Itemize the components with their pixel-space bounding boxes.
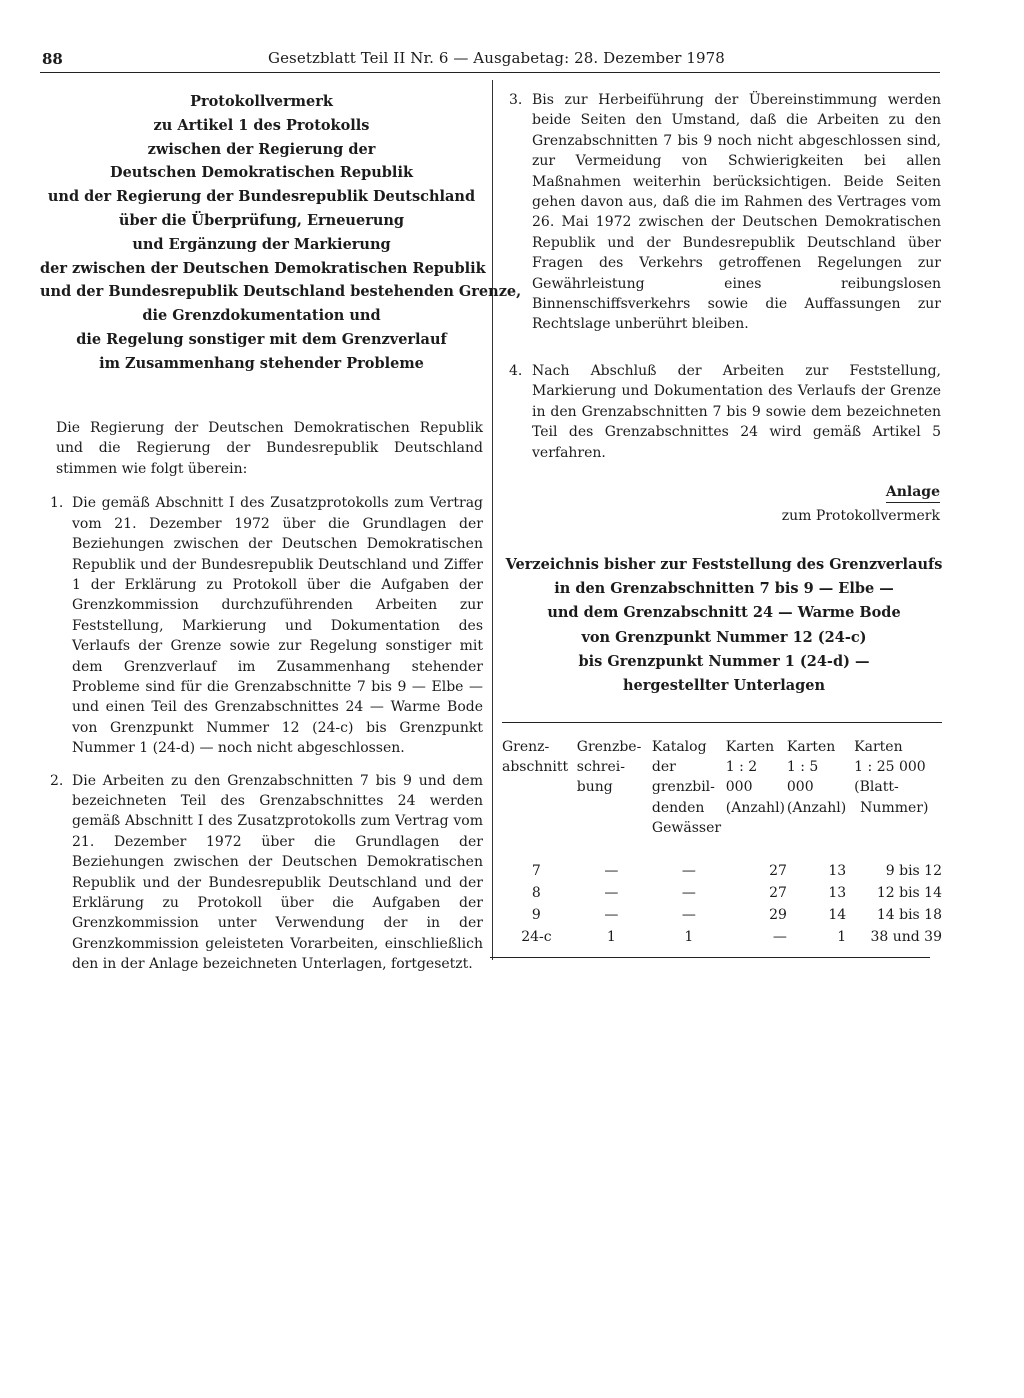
running-header: Gesetzblatt Teil II Nr. 6 — Ausgabetag: 28. Dezember 1978 bbox=[268, 49, 725, 67]
unterlagen-table bbox=[502, 723, 942, 948]
column-divider bbox=[492, 80, 493, 960]
numbered-list-left bbox=[40, 493, 483, 974]
heading-line: und dem Grenzabschnitt 24 — Warme Bode bbox=[547, 604, 901, 622]
column-header: Karten 1 : 5 000 (Anzahl) bbox=[786, 739, 847, 816]
intro-paragraph: Die Regierung der Deutschen Demokratischen Republik und die Regierung der Bundesrepublik Deutschland stimmen wie folgt überein: bbox=[56, 419, 483, 477]
item-number: 3. bbox=[509, 92, 523, 108]
heading-line: der zwischen der Deutschen Demokratischen Republik bbox=[40, 259, 486, 277]
table-row bbox=[502, 926, 942, 948]
table-cell: 12 bis 14 bbox=[876, 885, 942, 902]
table-cell: — bbox=[681, 885, 696, 902]
heading-line: über die Überprüfung, Erneuerung bbox=[118, 211, 405, 229]
heading-line: die Grenzdokumentation und bbox=[142, 307, 381, 325]
heading-line: im Zusammenhang stehender Probleme bbox=[99, 354, 424, 372]
heading-line: und der Bundesrepublik Deutschland bestehenden Grenze, bbox=[40, 283, 522, 301]
heading-line: und der Regierung der Bundesrepublik Deutschland bbox=[47, 188, 476, 206]
anlage-subtitle: zum Protokollvermerk bbox=[781, 508, 940, 524]
heading-line: und Ergänzung der Markierung bbox=[132, 235, 391, 253]
list-item bbox=[509, 90, 941, 335]
column-header: Katalog der grenzbil- denden Gewässer bbox=[651, 739, 722, 836]
list-item bbox=[509, 361, 941, 463]
heading-line: Verzeichnis bisher zur Feststellung des Grenzverlaufs bbox=[505, 556, 943, 573]
heading-line: Deutschen Demokratischen Republik bbox=[110, 164, 413, 182]
left-column bbox=[40, 90, 522, 987]
page-number: 88 bbox=[42, 50, 63, 68]
table-cell: 27 bbox=[769, 863, 787, 880]
table-cell: 9 bbox=[531, 907, 541, 924]
table-cell: — bbox=[681, 907, 696, 924]
heading-line: bis Grenzpunkt Nummer 1 (24-d) — bbox=[578, 652, 870, 670]
table-cell: 1 bbox=[606, 929, 616, 946]
table-cell: 14 bbox=[828, 907, 847, 924]
header-rule bbox=[40, 72, 940, 73]
unterlagen-table-wrap bbox=[502, 722, 942, 948]
item-text: Die Arbeiten zu den Grenzabschnitten 7 bis 9 und dem bezeichneten Teil des Grenzabschnittes 24 werden gemäß Abschnitt I des Zusatzprotokolls zum Vertrag vom 21. Dezember 1972 über die Grundlagen der Beziehungen zwischen der Deutschen Demokratischen Republik und der Bundesrepublik Deutschland und der Erklärung zu Protokoll über die Aufgaben der Grenzkommission unter Verwendung der in der Grenzkommission geleisteten Vorarbeiten, einschließlich den in der Anlage bezeichneten Unterlagen, fortgesetzt. bbox=[72, 772, 483, 973]
item-text: Die gemäß Abschnitt I des Zusatzprotokolls zum Vertrag vom 21. Dezember 1972 über die Grundlagen der Beziehungen zwischen der Deutschen Demokratischen Republik und der Bundesrepublik Deutschland und Ziffer 1 der Erklärung zu Protokoll über die Aufgaben der Grenzkommission durchzuführenden Arbeiten zur Feststellung, Markierung und Dokumentation des Verlaufs der Grenze sowie zur Regelung sonstiger mit dem Grenzverlauf im Zusammenhang stehender Probleme sind für die Grenzabschnitte 7 bis 9 — Elbe — und einen Teil des Grenzabschnittes 24 — Warme Bode von Grenzpunkt Nummer 12 (24-c) bis Grenzpunkt Nummer 1 (24-d) — noch nicht abgeschlossen. bbox=[72, 495, 483, 757]
table-cell: — bbox=[681, 863, 696, 880]
table-row bbox=[502, 882, 942, 904]
table-cell: 7 bbox=[531, 863, 541, 880]
table-cell: 24-c bbox=[521, 929, 552, 946]
heading-line: zwischen der Regierung der bbox=[147, 140, 376, 158]
table-row bbox=[502, 838, 942, 882]
table-cell: 8 bbox=[531, 885, 541, 902]
right-column bbox=[509, 90, 941, 475]
table-cell: 29 bbox=[769, 907, 787, 924]
column-header: Karten 1 : 2 000 (Anzahl) bbox=[725, 739, 786, 816]
table-cell: — bbox=[604, 885, 619, 902]
table-cell: 13 bbox=[828, 863, 847, 880]
heading-line: hergestellter Unterlagen bbox=[622, 677, 826, 695]
list-item bbox=[40, 771, 483, 975]
heading-line: die Regelung sonstiger mit dem Grenzverlauf bbox=[76, 330, 447, 348]
table-cell: — bbox=[604, 863, 619, 880]
table-cell: — bbox=[772, 929, 787, 946]
item-number: 4. bbox=[509, 362, 523, 379]
table-cell: 1 bbox=[684, 929, 694, 946]
item-number: 1. bbox=[50, 495, 64, 512]
table-cell: 38 und 39 bbox=[870, 929, 942, 946]
protocol-heading bbox=[40, 90, 522, 376]
numbered-list-right bbox=[509, 90, 941, 463]
column-header: Grenz- abschnitt bbox=[502, 739, 569, 776]
table-row bbox=[502, 904, 942, 926]
item-text: Bis zur Herbeiführung der Übereinstimmung werden beide Seiten den Umstand, daß die Arbeiten zu den Grenzabschnitten 7 bis 9 noch nicht abgeschlossen sind, zur Vermeidung von Schwierigkeiten bei allen Maßnahmen weiterhin berücksichtigen. Beide Seiten gehen davon aus, daß die im Rahmen des Vertrages vom 26. Mai 1972 zwischen der Deutschen Demokratischen Republik und der Bundesrepublik Deutschland über Fragen des Verkehrs getroffenen Regelungen zur Gewährleistung eines reibungslosen Binnenschiffsverkehrs sowie die Auffassungen zur Rechtslage unberührt bleiben. bbox=[532, 92, 941, 333]
item-text: Nach Abschluß der Arbeiten zur Feststellung, Markierung und Dokumentation des Verlaufs der Grenze in den Grenzabschnitten 7 bis 9 sowie dem bezeichneten Teil des Grenzabschnittes 24 wird gemäß Artikel 5 verfahren. bbox=[532, 362, 941, 461]
table-cell: 9 bis 12 bbox=[885, 863, 942, 880]
table-cell: 27 bbox=[769, 885, 787, 902]
table-cell: — bbox=[604, 907, 619, 924]
heading-line: von Grenzpunkt Nummer 12 (24-c) bbox=[581, 628, 867, 646]
table-header-row bbox=[502, 723, 942, 838]
heading-line: zu Artikel 1 des Protokolls bbox=[153, 116, 370, 134]
table-cell: 13 bbox=[828, 885, 847, 902]
table-cell: 14 bis 18 bbox=[876, 907, 942, 924]
column-header: Karten 1 : 25 000 (Blatt- Nummer) bbox=[854, 739, 929, 816]
table-cell: 1 bbox=[837, 929, 847, 946]
heading-line: Protokollvermerk bbox=[190, 93, 333, 110]
table-bottom-rule bbox=[490, 957, 930, 958]
list-item bbox=[40, 493, 483, 758]
heading-line: in den Grenzabschnitten 7 bis 9 — Elbe — bbox=[554, 580, 894, 598]
anlage-block bbox=[640, 481, 940, 527]
item-number: 2. bbox=[50, 772, 64, 789]
verzeichnis-heading bbox=[503, 553, 945, 698]
anlage-title: Anlage bbox=[886, 482, 940, 503]
column-header: Grenzbe- schrei- bung bbox=[576, 739, 642, 796]
